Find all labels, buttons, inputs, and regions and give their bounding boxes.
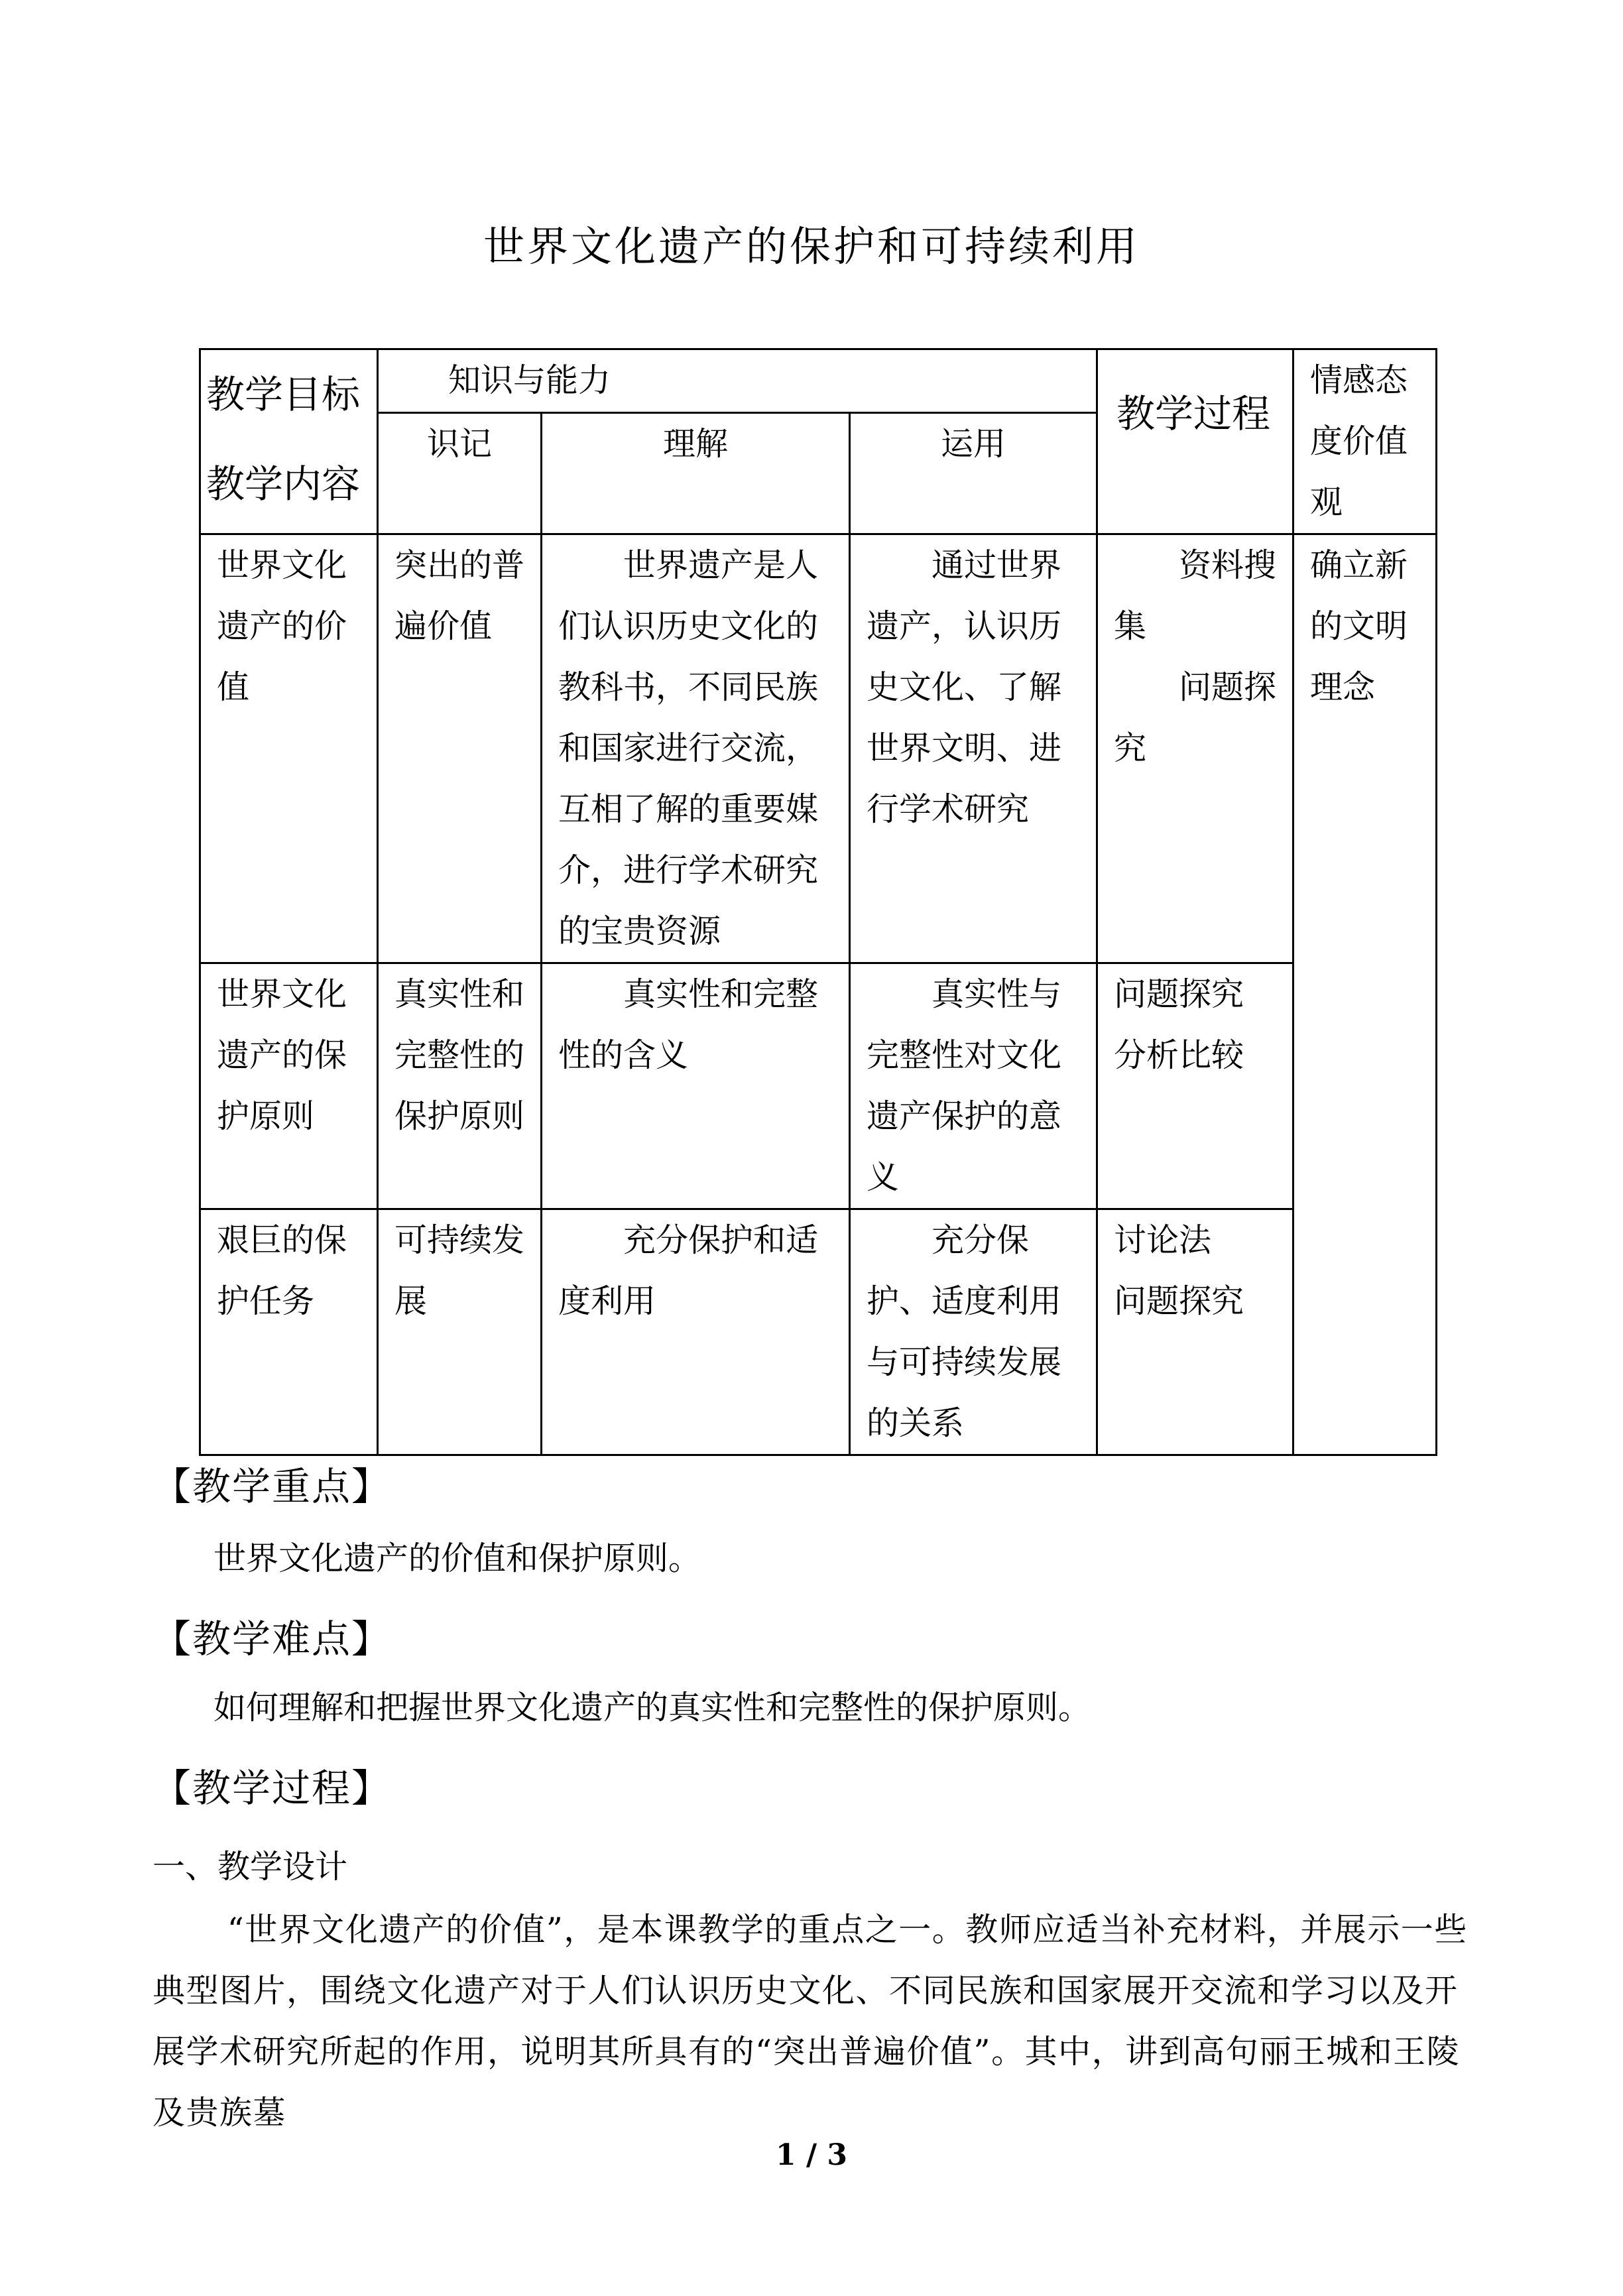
header-goal-content <box>200 349 378 534</box>
cell-process <box>1097 534 1293 963</box>
difficulties-text: 如何理解和把握世界文化遗产的真实性和完整性的保护原则。 <box>213 1689 1091 1726</box>
header-knowledge-ability: 知识与能力 <box>378 349 1097 413</box>
cell-understand: 世界遗产是人们认识历史文化的教科书，不同民族和国家进行交流，互相了解的重要媒介，进行学术研究的宝贵资源 <box>542 534 850 963</box>
page-number: 1 / 3 <box>776 2138 847 2172</box>
process-method-1: 资料搜集 <box>1114 546 1277 645</box>
cell-remember: 可持续发展 <box>378 1209 542 1455</box>
table-row <box>200 1209 1437 1455</box>
page-title: 世界文化遗产的保护和可持续利用 <box>483 222 1140 271</box>
cell-apply: 真实性与完整性对文化遗产保护的意义 <box>850 963 1097 1209</box>
cell-apply: 充分保护、适度利用与可持续发展的关系 <box>850 1209 1097 1455</box>
table-row <box>200 963 1437 1209</box>
header-apply: 运用 <box>850 413 1097 534</box>
cell-understand: 充分保护和适度利用 <box>542 1209 850 1455</box>
key-points-heading: 【教学重点】 <box>152 1464 392 1509</box>
header-teaching-goal: 教学目标 <box>206 372 361 417</box>
cell-process <box>1097 963 1293 1209</box>
process-method-1: 讨论法 <box>1114 1221 1212 1259</box>
cell-apply: 通过世界遗产，认识历史文化、了解世界文明、进行学术研究 <box>850 534 1097 963</box>
design-heading: 一、教学设计 <box>152 1848 348 1886</box>
cell-process <box>1097 1209 1293 1455</box>
difficulties-heading: 【教学难点】 <box>152 1616 392 1662</box>
key-points-text: 世界文化遗产的价值和保护原则。 <box>213 1540 701 1577</box>
cell-remember: 真实性和完整性的保护原则 <box>378 963 542 1209</box>
table-header-row-1 <box>200 349 1437 413</box>
cell-content: 艰巨的保护任务 <box>200 1209 378 1455</box>
cell-content: 世界文化遗产的保护原则 <box>200 963 378 1209</box>
header-remember: 识记 <box>378 413 542 534</box>
process-method-2: 问题探究 <box>1114 668 1277 767</box>
lesson-table <box>199 348 1437 1456</box>
process-method-2: 分析比较 <box>1114 1036 1244 1074</box>
design-paragraph: “世界文化遗产的价值”，是本课教学的重点之一。教师应适当补充材料，并展示一些典型图片，围绕文化遗产对于人们认识历史文化、不同民族和国家展开交流和学习以及开展学术研究所起的作用，说明其所具有的“突出普遍价值”。其中，讲到高句丽王城和王陵及贵族墓 <box>152 1911 1468 2132</box>
process-method-2: 问题探究 <box>1114 1282 1244 1320</box>
cell-emotion: 确立新的文明理念 <box>1293 534 1437 1455</box>
process-heading: 【教学过程】 <box>152 1766 392 1811</box>
header-emotion-values: 情感态度价值观 <box>1293 349 1437 534</box>
header-understand: 理解 <box>542 413 850 534</box>
header-teaching-process: 教学过程 <box>1097 349 1293 534</box>
table-row <box>200 534 1437 963</box>
cell-content: 世界文化遗产的价值 <box>200 534 378 963</box>
header-teaching-content: 教学内容 <box>206 461 361 507</box>
cell-remember: 突出的普遍价值 <box>378 534 542 963</box>
process-method-1: 问题探究 <box>1114 975 1244 1013</box>
cell-understand: 真实性和完整性的含义 <box>542 963 850 1209</box>
